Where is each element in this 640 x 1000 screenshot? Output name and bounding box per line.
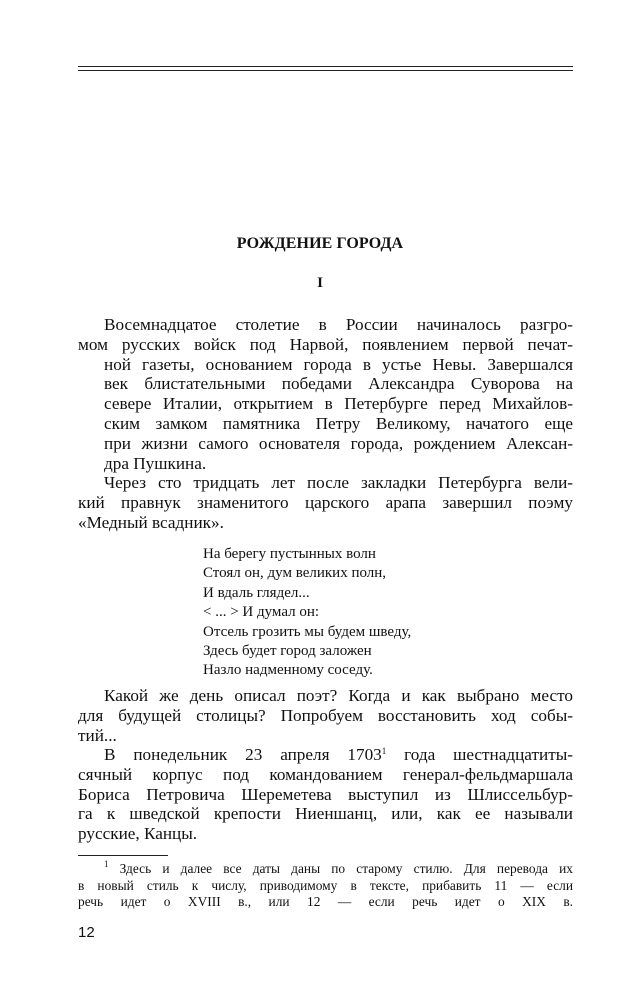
paragraph-line: дра Пушкина.	[104, 453, 207, 473]
paragraph-2	[78, 473, 573, 532]
paragraph-line: век блистательными победами Александра Суворова на	[104, 374, 573, 394]
paragraph-line: ной газеты, основанием города в устье Невы. Завершался	[104, 354, 573, 374]
chapter-title: РОЖДЕНИЕ ГОРОДА	[236, 235, 404, 252]
poem-quote	[203, 545, 411, 681]
paragraph-line: «Медный всадник».	[78, 512, 224, 532]
footnote-line: речь идет о XVIII в., или 12 — если речь идет о XIX в.	[78, 894, 573, 910]
paragraph-line: при жизни самого основателя города, рождением Алексан-	[104, 433, 573, 453]
footnote-marker: 1	[104, 859, 109, 869]
paragraph-line: ским замком памятника Петру Великому, начатого еще	[104, 413, 573, 433]
poem-line: Здесь будет город заложен	[203, 643, 372, 660]
poem-line: И вдаль глядел...	[203, 584, 310, 601]
footnote-rule	[78, 855, 168, 856]
poem-line: Отсель грозить мы будем шведу,	[203, 623, 412, 640]
paragraph-4	[78, 745, 573, 844]
paragraph-text: В понедельник 23 апреля 1703	[104, 745, 382, 764]
header-rule-top	[78, 66, 573, 67]
footnote-line	[78, 861, 573, 878]
paragraph-line: га к шведской крепости Ниеншанц, или, как ее называли	[78, 804, 573, 824]
poem-line: Назло надменному соседу.	[203, 662, 373, 679]
footnote-text: Здесь и далее все даты даны по старому стилю. Для перевода их	[108, 861, 573, 876]
header-rule-bottom	[78, 70, 573, 71]
paragraph-line	[78, 745, 573, 765]
footnote	[78, 861, 573, 911]
poem-line: На берегу пустынных волн	[203, 546, 376, 562]
paragraph-line: Через сто тридцать лет после закладки Петербурга вели-	[104, 473, 573, 492]
paragraph-text: года шестнадцатиты-	[386, 745, 573, 764]
paragraph-line: для будущей столицы? Попробуем восстановить ход собы-	[78, 705, 573, 725]
paragraph-line: сячный корпус под командованием генерал-фельдмаршала	[78, 764, 573, 784]
paragraph-1	[78, 315, 573, 473]
paragraph-3	[78, 686, 573, 745]
paragraph-line: Бориса Петровича Шереметева выступил из Шлиссельбур-	[78, 784, 573, 804]
poem-line: < ... > И думал он:	[203, 604, 320, 621]
paragraph-line: мом русских войск под Нарвой, появлением первой печат-	[78, 334, 573, 354]
paragraph-line: севере Италии, открытием в Петербурге перед Михайлов-	[104, 394, 573, 414]
page-number: 12	[78, 924, 95, 941]
paragraph-line: Какой же день описал поэт? Когда и как выбрано место	[104, 686, 573, 705]
footnote-reference: 1	[381, 746, 387, 756]
paragraph-line: русские, Канцы.	[78, 824, 198, 844]
footnote-line: в новый стиль к числу, приводимому в тексте, прибавить 11 — если	[78, 877, 573, 893]
paragraph-line: Восемнадцатое столетие в России начиналось разгро-	[104, 315, 573, 334]
paragraph-line: кий правнук знаменитого царского арапа завершил поэму	[78, 492, 573, 512]
poem-line: Стоял он, дум великих полн,	[203, 565, 387, 582]
paragraph-line: тий...	[78, 725, 117, 745]
section-number: I	[317, 275, 323, 291]
